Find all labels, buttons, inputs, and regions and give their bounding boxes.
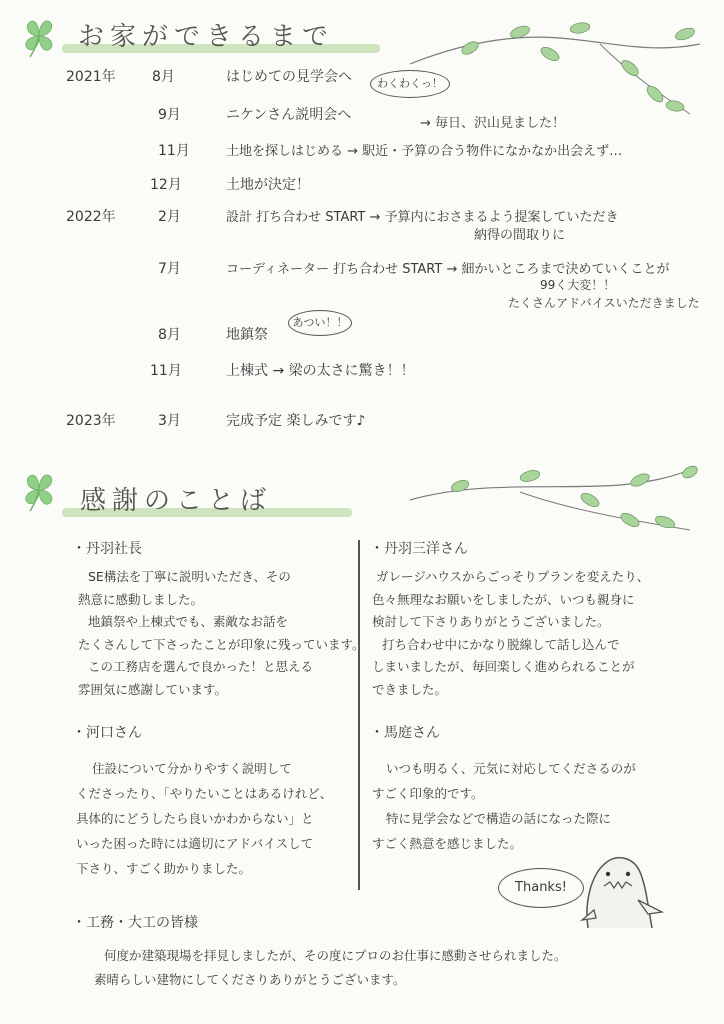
- timeline-row: [0, 174, 724, 200]
- timeline-event: 土地が決定！: [226, 177, 310, 193]
- person-name: ・丹羽社長: [72, 541, 142, 557]
- message-line: 雰囲気に感謝しています。: [78, 681, 228, 697]
- message-line: 熱意に感動しました。: [78, 591, 204, 607]
- message-line: たくさんして下さったことが印象に残っています。: [78, 636, 365, 652]
- message-line: できました。: [372, 681, 448, 697]
- thanks-message: [372, 566, 649, 701]
- timeline-month: 2月: [158, 209, 181, 225]
- message-line: 下さり、すごく助かりました。: [76, 861, 252, 876]
- timeline-event: 地鎮祭: [226, 327, 268, 343]
- clover-icon: [18, 14, 60, 58]
- timeline-event: 完成予定 楽しみです♪: [226, 413, 366, 429]
- timeline-row: [0, 410, 724, 436]
- message-line: 特に見学会などで構造の話になった際に: [386, 811, 612, 826]
- thanks-message: [94, 944, 567, 992]
- speech-bubble: あつい！！: [288, 310, 352, 336]
- thanks-message: [76, 756, 332, 881]
- message-line: 打ち合わせ中にかなり脱線して話し込んで: [382, 636, 620, 652]
- timeline-month: 9月: [158, 107, 181, 123]
- timeline-month: 11月: [150, 363, 182, 379]
- timeline-row: [0, 104, 724, 130]
- timeline-event: 設計 打ち合わせ START → 予算内におさまるよう提案していただき: [226, 210, 619, 225]
- message-line: いつも明るく、元気に対応してくださるのが: [386, 761, 636, 776]
- timeline-event: 土地を探しはじめる → 駅近・予算の合う物件になかなか出会えず…: [226, 144, 623, 159]
- message-line: 何度か建築現場を拝見しましたが、その度にプロのお仕事に感動させられました。: [104, 948, 567, 963]
- timeline-note: たくさんアドバイスいただきました: [508, 296, 700, 310]
- timeline-note: 納得の間取りに: [474, 228, 566, 243]
- thanks-message: [78, 566, 365, 701]
- timeline-month: 7月: [158, 261, 181, 277]
- timeline-event: コーディネーター 打ち合わせ START → 細かいところまで決めていくことが: [226, 262, 670, 277]
- timeline-note: → 毎日、沢山見ました！: [420, 116, 566, 131]
- timeline-row: [0, 66, 724, 92]
- timeline-event: はじめての見学会へ: [226, 69, 352, 85]
- timeline-note: 99く大変！！: [540, 278, 616, 292]
- person-name: ・馬庭さん: [370, 725, 440, 741]
- message-line: SE構法を丁寧に説明いただき、その: [88, 569, 291, 584]
- person-name: ・丹羽三洋さん: [370, 541, 468, 557]
- person-name: ・河口さん: [72, 725, 142, 741]
- timeline-month: 8月: [152, 69, 175, 85]
- timeline-event: 上棟式 → 梁の太さに驚き！！: [226, 363, 415, 379]
- message-line: 色々無理なお願いをしましたが、いつも親身に: [372, 591, 635, 607]
- timeline-month: 8月: [158, 327, 181, 343]
- timeline-row: [0, 324, 724, 350]
- message-line: 住設について分かりやすく説明して: [92, 761, 292, 776]
- message-line: くださったり、「やりたいことはあるけれど、: [76, 786, 333, 801]
- message-line: すごく印象的です。: [372, 786, 484, 801]
- message-line: 具体的にどうしたら良いかわからない」と: [76, 811, 314, 826]
- timeline-event: ニケンさん説明会へ: [226, 107, 352, 123]
- timeline-row: [0, 206, 724, 232]
- message-line: いった困った時には適切にアドバイスして: [76, 836, 314, 851]
- timeline-year: 2021年: [66, 69, 116, 85]
- speech-bubble: わくわくっ！: [370, 70, 450, 98]
- timeline-row: [0, 258, 724, 284]
- vine-decoration-icon: [400, 460, 700, 540]
- message-line: この工務店を選んで良かった！と思える: [88, 659, 314, 674]
- message-line: 素晴らしい建物にしてくださりありがとうございます。: [94, 972, 406, 987]
- timeline-month: 3月: [158, 413, 181, 429]
- timeline-year: 2023年: [66, 413, 116, 429]
- page-title: お家ができるまで: [78, 22, 335, 52]
- person-name: ・工務・大工の皆様: [72, 915, 198, 931]
- timeline-month: 12月: [150, 177, 182, 193]
- message-line: 検討して下さりありがとうございました。: [372, 614, 610, 629]
- timeline-row: [0, 140, 724, 166]
- message-line: ガレージハウスからごっそりプランを変えたり、: [376, 569, 650, 584]
- message-line: すごく熱意を感じました。: [372, 836, 523, 851]
- clover-icon: [18, 468, 60, 512]
- shark-illustration-icon: [578, 850, 668, 930]
- thanks-bubble: Thanks!: [498, 868, 584, 908]
- message-line: しまいましたが、毎回楽しく進められることが: [372, 659, 635, 674]
- thanks-message: [372, 756, 636, 856]
- timeline-year: 2022年: [66, 209, 116, 225]
- timeline-month: 11月: [158, 143, 190, 159]
- message-line: 地鎮祭や上棟式でも、素敵なお話を: [88, 614, 289, 629]
- thanks-title: 感謝のことば: [80, 486, 273, 516]
- timeline-row: [0, 360, 724, 386]
